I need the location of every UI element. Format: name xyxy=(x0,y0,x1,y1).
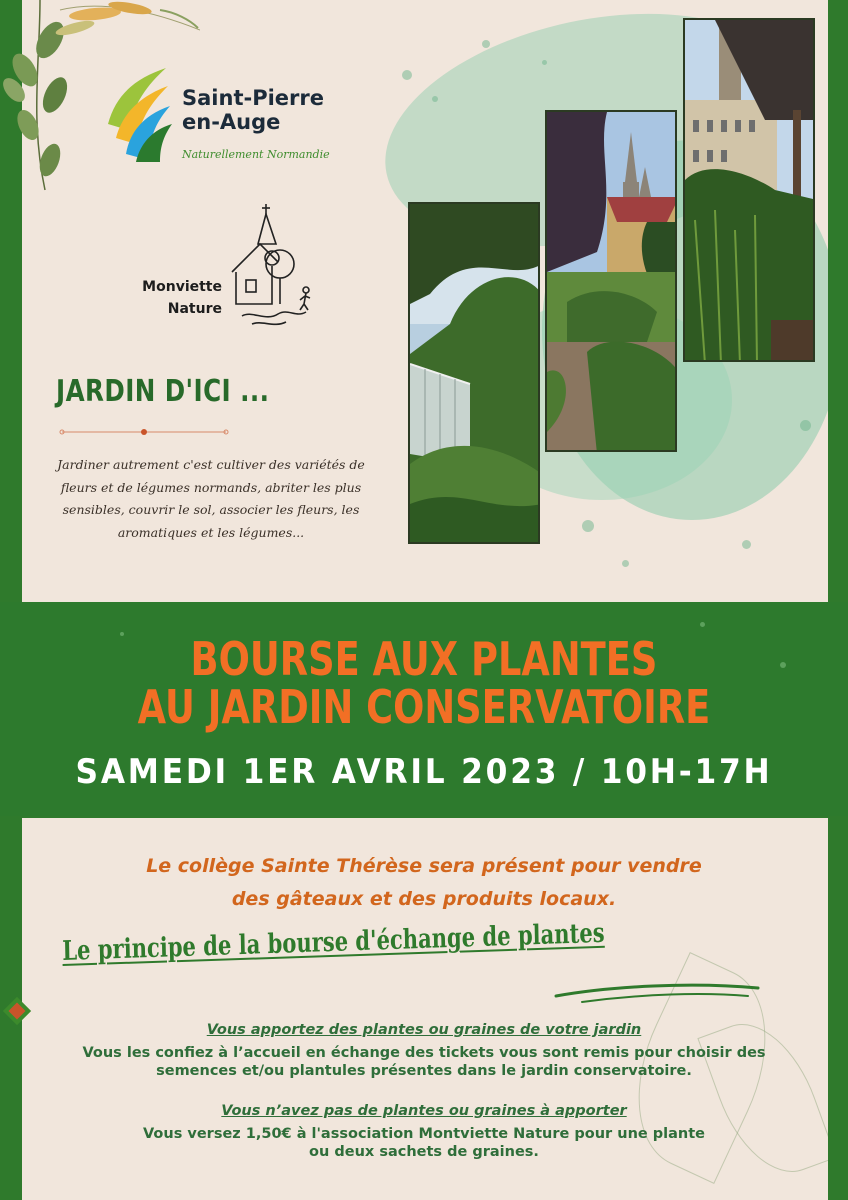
garden-photo-abbey xyxy=(683,18,815,362)
saint-pierre-logo xyxy=(106,64,346,168)
splash-dot xyxy=(432,96,438,102)
college-note xyxy=(0,850,848,916)
case2-heading: Vous n’avez pas de plantes ou graines à apporter xyxy=(221,1103,627,1119)
splash-dot xyxy=(542,60,547,65)
association-name xyxy=(120,276,222,320)
college-note-line1: Le collège Sainte Thérèse sera présent pour vendre xyxy=(146,855,702,877)
case1-body-line1: Vous les confiez à l’accueil en échange des tickets vous sont remis pour choisir des xyxy=(82,1045,766,1061)
splash-dot xyxy=(780,662,786,668)
case1-body xyxy=(30,1044,818,1080)
association-name-line1: Monviette xyxy=(142,279,222,295)
splash-dot xyxy=(742,540,751,549)
logo-tagline: Naturellement Normandie xyxy=(182,148,330,161)
principe-title: Le principe de la bourse d'échange de plantes xyxy=(62,917,605,967)
splash-dot xyxy=(582,520,594,532)
association-logo-icon xyxy=(222,200,314,332)
splash-dot xyxy=(800,420,811,431)
case1-body-line2: semences et/ou plantules présentes dans le jardin conservatoire. xyxy=(156,1063,692,1079)
college-note-line2: des gâteaux et des produits locaux. xyxy=(231,888,617,910)
event-title-line2: AU JARDIN CONSERVATOIRE xyxy=(137,680,711,734)
splash-dot xyxy=(622,560,629,567)
event-date: SAMEDI 1ER AVRIL 2023 / 10H-17H xyxy=(75,752,773,792)
splash-dot xyxy=(700,622,705,627)
case2-body xyxy=(30,1125,818,1161)
splash-dot xyxy=(402,70,412,80)
logo-title-line2: en-Auge xyxy=(182,110,281,134)
logo-mark-icon xyxy=(106,64,172,162)
intro-title: JARDIN D'ICI ... xyxy=(56,374,270,409)
garden-photo-greenhouse xyxy=(408,202,540,544)
logo-title-line1: Saint-Pierre xyxy=(182,86,324,110)
brush-swoosh-icon xyxy=(552,980,764,1006)
case1-heading: Vous apportez des plantes ou graines de votre jardin xyxy=(206,1022,642,1038)
case2-body-line2: ou deux sachets de graines. xyxy=(309,1144,539,1160)
association-name-line2: Nature xyxy=(167,301,222,317)
garden-photo-church xyxy=(545,110,677,452)
ornament-divider-icon xyxy=(58,428,230,436)
splash-dot xyxy=(482,40,490,48)
intro-text: Jardiner autrement c'est cultiver des variétés de fleurs et de légumes normands, abriter les plus sensibles, couvrir le sol, associer les fleurs, les aromatiques et les légumes... xyxy=(57,457,365,540)
logo-title xyxy=(182,86,324,134)
case2-body-line1: Vous versez 1,50€ à l'association Montviette Nature pour une plante xyxy=(143,1126,705,1142)
event-title-line1: BOURSE AUX PLANTES xyxy=(190,632,658,686)
